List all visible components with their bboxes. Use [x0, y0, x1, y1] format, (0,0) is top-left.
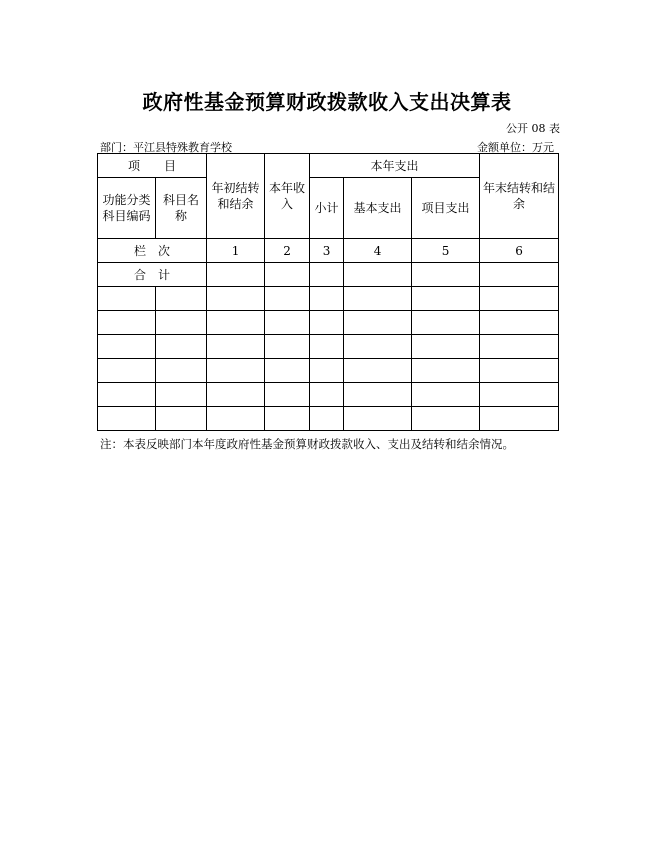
- column-index-cell: 2: [265, 239, 310, 263]
- footnote: 注：本表反映部门本年度政府性基金预算财政拨款收入、支出及结转和结余情况。: [100, 437, 514, 451]
- table-cell: [207, 383, 265, 407]
- table-cell: [156, 407, 207, 431]
- table-cell: [98, 383, 156, 407]
- column-index-cell: 3: [310, 239, 344, 263]
- table-cell: [156, 383, 207, 407]
- table-cell: [98, 359, 156, 383]
- unit-label: 金额单位：万元: [477, 141, 554, 154]
- table-cell: [265, 263, 310, 287]
- table-cell: [310, 263, 344, 287]
- table-cell: [480, 383, 559, 407]
- table-row: [98, 359, 559, 383]
- table-row: [98, 335, 559, 359]
- table-cell: [156, 287, 207, 311]
- column-index-label: 栏 次: [98, 239, 207, 263]
- table-cell: [265, 383, 310, 407]
- table-cell: [344, 311, 412, 335]
- header-subtotal: 小计: [310, 178, 344, 239]
- table-cell: [156, 335, 207, 359]
- table-cell: [480, 287, 559, 311]
- header-project-exp: 项目支出: [412, 178, 480, 239]
- table-cell: [480, 359, 559, 383]
- page-title: 政府性基金预算财政拨款收入支出决算表: [142, 90, 512, 114]
- table-cell: [207, 263, 265, 287]
- table-cell: [344, 335, 412, 359]
- table-cell: [207, 359, 265, 383]
- department-label: 部门：平江县特殊教育学校: [100, 141, 232, 154]
- table-cell: [480, 263, 559, 287]
- table-cell: [344, 287, 412, 311]
- table-cell: [344, 263, 412, 287]
- table-cell: [98, 287, 156, 311]
- table-cell: [310, 383, 344, 407]
- table-cell: [156, 311, 207, 335]
- table-cell: [480, 335, 559, 359]
- table-cell: [156, 359, 207, 383]
- header-income: 本年收入: [265, 154, 310, 239]
- column-index-cell: 5: [412, 239, 480, 263]
- table-row: [98, 383, 559, 407]
- total-row: [98, 263, 559, 287]
- table-cell: [207, 287, 265, 311]
- table-cell: [412, 335, 480, 359]
- table-cell: [344, 407, 412, 431]
- table-cell: [412, 407, 480, 431]
- table-cell: [265, 359, 310, 383]
- table-cell: [265, 335, 310, 359]
- table-cell: [310, 335, 344, 359]
- table-cell: [480, 407, 559, 431]
- table-row: [98, 311, 559, 335]
- header-row-1: [98, 154, 559, 178]
- budget-table: [97, 153, 559, 431]
- table-cell: [98, 311, 156, 335]
- table-cell: [265, 311, 310, 335]
- table-cell: [310, 287, 344, 311]
- table-cell: [310, 359, 344, 383]
- table-cell: [412, 383, 480, 407]
- table-cell: [207, 311, 265, 335]
- column-index-cell: 4: [344, 239, 412, 263]
- header-expenditure: 本年支出: [310, 154, 480, 178]
- table-cell: [265, 407, 310, 431]
- total-label: 合 计: [98, 263, 207, 287]
- header-closing-balance: 年末结转和结余: [480, 154, 559, 239]
- table-cell: [98, 407, 156, 431]
- column-index-row: [98, 239, 559, 263]
- table-cell: [310, 407, 344, 431]
- table-cell: [344, 383, 412, 407]
- header-subject-name: 科目名称: [156, 178, 207, 239]
- table-cell: [480, 311, 559, 335]
- header-item: 项 目: [98, 154, 207, 178]
- header-basic-exp: 基本支出: [344, 178, 412, 239]
- table-cell: [265, 287, 310, 311]
- table-cell: [207, 335, 265, 359]
- header-opening-balance: 年初结转和结余: [207, 154, 265, 239]
- form-code: 公开 08 表: [506, 122, 560, 135]
- table-row: [98, 407, 559, 431]
- table-cell: [98, 335, 156, 359]
- header-func-code: 功能分类科目编码: [98, 178, 156, 239]
- table-cell: [412, 263, 480, 287]
- table-cell: [412, 287, 480, 311]
- table-row: [98, 287, 559, 311]
- column-index-cell: 1: [207, 239, 265, 263]
- table-cell: [412, 311, 480, 335]
- table-cell: [344, 359, 412, 383]
- table-cell: [412, 359, 480, 383]
- column-index-cell: 6: [480, 239, 559, 263]
- table-cell: [310, 311, 344, 335]
- table-cell: [207, 407, 265, 431]
